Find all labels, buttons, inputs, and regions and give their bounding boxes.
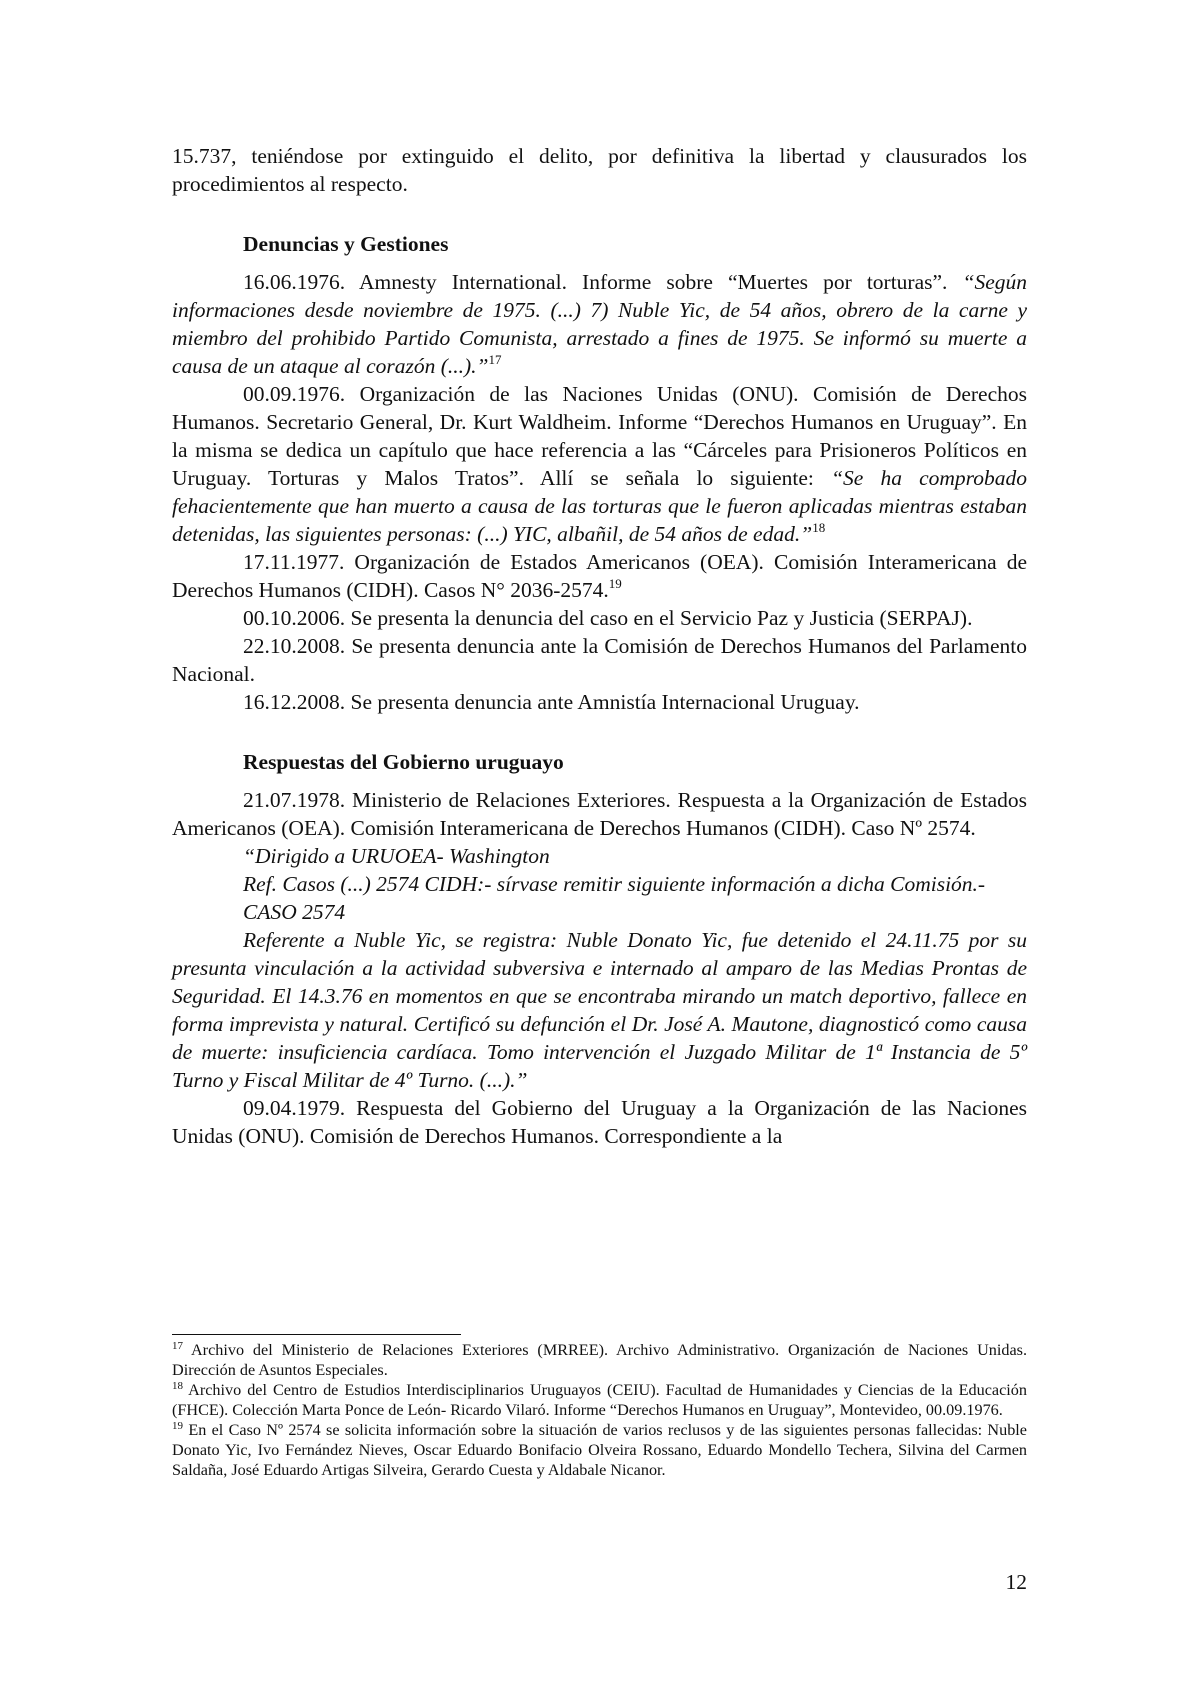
entry-parlamento-2008: 22.10.2008. Se presenta denuncia ante la Comisión de Derechos Humanos del Parlamento Nacional.	[172, 634, 1027, 686]
quote-text: Referente a Nuble Yic, se registra: Nuble Donato Yic, fue detenido el 24.11.75 por su presunta vinculación a la actividad subversiva e internado al amparo de las Medias Prontas de Seguridad. El 14.3.76 en momentos en que se encontraba mirando un match deportivo, fallece en forma imprevista y natural. Certificó su defunción el Dr. José A. Mautone, diagnosticó como causa de muerte: insuficiencia cardíaca. Tomo intervención el Juzgado Militar de 1ª Instancia de 5º Turno y Fiscal Militar de 4º Turno. (...).”	[172, 928, 1027, 1092]
entry-text: 00.09.1976. Organización de las Naciones Unidas (ONU). Comisión de Derechos Humanos. Secretario General, Dr. Kurt Waldheim. Informe “Derechos Humanos en Uruguay”. En la misma se dedica un capítulo que hace referencia a las “Cárceles para Prisioneros Políticos en Uruguay. Torturas y Malos Tratos”. Allí se señala lo siguiente:	[172, 382, 1027, 490]
footnote-ref[interactable]: 17	[488, 352, 502, 367]
footnote-number: 18	[172, 1380, 183, 1392]
footnotes	[172, 1340, 1027, 1480]
footnote-text: En el Caso Nº 2574 se solicita información sobre la situación de varios reclusos y de las siguientes personas fallecidas: Nuble Donato Yic, Ivo Fernández Nieves, Oscar Eduardo Bonifacio Olveira Rossano, Eduardo Mondello Techera, Silvina del Carmen Saldaña, José Eduardo Artigas Silveira, Gerardo Cuesta y Aldabale Nicanor.	[172, 1421, 1027, 1479]
quote-text: Ref. Casos (...) 2574 CIDH:- sírvase remitir siguiente información a dicha Comisión.-	[243, 872, 986, 896]
entry-serpaj-2006: 00.10.2006. Se presenta la denuncia del caso en el Servicio Paz y Justicia (SERPAJ).	[243, 606, 973, 630]
entry-mrree-1978: 21.07.1978. Ministerio de Relaciones Exteriores. Respuesta a la Organización de Estados Americanos (OEA). Comisión Interamericana de Derechos Humanos (CIDH). Caso Nº 2574.	[172, 788, 1027, 840]
quote-line-dirigido	[172, 842, 1027, 870]
section-heading-respuestas: Respuestas del Gobierno uruguayo	[243, 750, 564, 774]
entry-amnesty-1976	[172, 268, 1027, 380]
entry-quote: “Se ha comprobado fehacientemente que han muerto a causa de las torturas que le fueron aplicadas mientras estaban detenidas, las siguientes personas: (...) YIC, albañil, de 54 años de edad.”	[172, 466, 1028, 546]
entry-gobierno-1979: 09.04.1979. Respuesta del Gobierno del Uruguay a la Organización de las Naciones Unidas (ONU). Comisión de Derechos Humanos. Correspondiente a la	[172, 1096, 1027, 1148]
footnote-ref[interactable]: 18	[812, 520, 826, 535]
entry-text: 17.11.1977. Organización de Estados Americanos (OEA). Comisión Interamericana de Derechos Humanos (CIDH). Casos N° 2036-2574.	[172, 550, 1027, 602]
footnote-17	[172, 1340, 1027, 1380]
quote-text: “Dirigido a URUOEA- Washington	[243, 844, 550, 868]
quote-line-referente	[172, 926, 1027, 1094]
entry-amnistia-2008: 16.12.2008. Se presenta denuncia ante Amnistía Internacional Uruguay.	[243, 690, 860, 714]
entry-quote: “Según informaciones desde noviembre de 1975. (...) 7) Nuble Yic, de 54 años, obrero de la carne y miembro del prohibido Partido Comunista, arrestado a fines de 1975. Se informó su muerte a causa de un ataque al corazón (...).”	[172, 270, 1027, 378]
entry-text: 16.06.1976. Amnesty International. Informe sobre “Muertes por torturas”.	[243, 270, 963, 294]
footnote-number: 17	[172, 1340, 183, 1352]
section-heading-denuncias: Denuncias y Gestiones	[243, 232, 449, 256]
entry-onu-1976	[172, 380, 1027, 548]
footnote-number: 19	[172, 1420, 183, 1432]
page-number: 12	[1005, 1570, 1027, 1594]
quote-line-ref	[172, 870, 1027, 898]
entry-oea-1977	[172, 548, 1027, 604]
quote-line-caso	[172, 898, 1027, 926]
footnote-19	[172, 1420, 1027, 1480]
footnote-18	[172, 1380, 1027, 1420]
footnote-ref[interactable]: 19	[608, 576, 622, 591]
footnote-text: Archivo del Centro de Estudios Interdisciplinarios Uruguayos (CEIU). Facultad de Humanidades y Ciencias de la Educación (FHCE). Colección Marta Ponce de León- Ricardo Vilaró. Informe “Derechos Humanos en Uruguay”, Montevideo, 00.09.1976.	[172, 1381, 1027, 1419]
intro-paragraph: 15.737, teniéndose por extinguido el delito, por definitiva la libertad y clausurados los procedimientos al respecto.	[172, 144, 1027, 196]
footnote-separator	[172, 1334, 461, 1335]
quote-text: CASO 2574	[243, 900, 346, 924]
document-body	[172, 142, 1027, 1150]
footnote-text: Archivo del Ministerio de Relaciones Exteriores (MRREE). Archivo Administrativo. Organización de Naciones Unidas. Dirección de Asuntos Especiales.	[172, 1341, 1027, 1379]
